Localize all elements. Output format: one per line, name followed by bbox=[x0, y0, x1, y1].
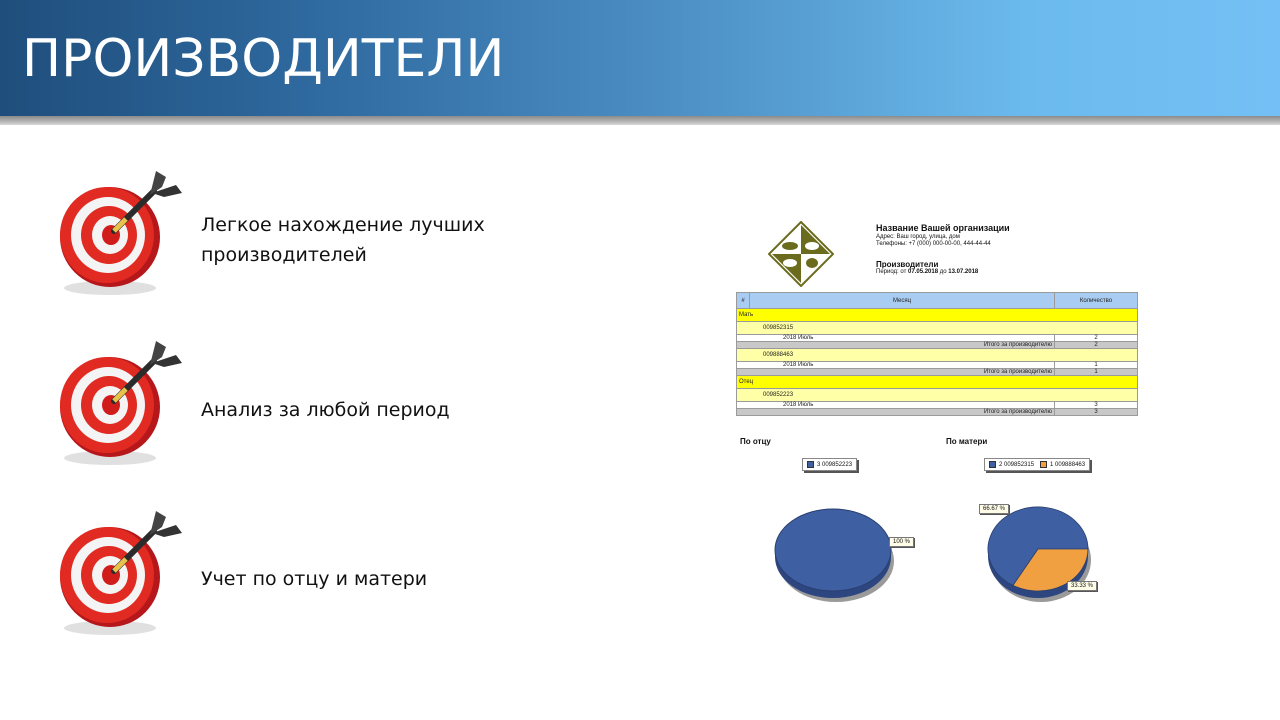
total-count: 1 bbox=[1055, 369, 1138, 376]
total-label: Итого за производителю bbox=[737, 369, 1055, 376]
total-label: Итого за производителю bbox=[737, 342, 1055, 349]
slide-title: ПРОИЗВОДИТЕЛИ bbox=[22, 29, 505, 89]
report-name: Производители bbox=[876, 260, 939, 269]
period-from: 07.05.2018 bbox=[908, 269, 939, 275]
bullet-text-any-period: Анализ за любой период bbox=[201, 399, 450, 421]
bullet-text-by-parent: Учет по отцу и матери bbox=[201, 568, 428, 590]
total-count: 3 bbox=[1055, 409, 1138, 416]
dartboard-target-icon bbox=[52, 165, 187, 300]
row-count: 2 bbox=[1055, 335, 1138, 342]
legend-entry: 2 009852315 bbox=[999, 461, 1035, 468]
group-label: Отец bbox=[737, 376, 1138, 389]
bullet-text-best-producers bbox=[201, 210, 485, 270]
period-mid: до bbox=[939, 269, 947, 275]
chart-title-mother: По матери bbox=[946, 437, 988, 446]
bullet-line: Легкое нахождение лучших bbox=[201, 214, 485, 236]
col-header-num: # bbox=[737, 293, 750, 309]
legend-entry: 3 009852223 bbox=[817, 461, 853, 468]
row-month: 2018 Июль bbox=[737, 402, 1055, 409]
pie-label-father: 100 % bbox=[889, 537, 914, 547]
col-header-count: Количество bbox=[1055, 293, 1138, 309]
total-label: Итого за производителю bbox=[737, 409, 1055, 416]
group-label: Мать bbox=[737, 309, 1138, 322]
report-preview bbox=[735, 215, 1139, 605]
report-address: Адрес: Ваш город, улица, дом bbox=[876, 234, 960, 240]
pie-slice bbox=[775, 509, 891, 591]
banner-divider bbox=[0, 116, 1280, 125]
subgroup-id: 009852315 bbox=[737, 322, 1138, 335]
pie-charts bbox=[735, 215, 1139, 605]
subgroup-id: 009888463 bbox=[737, 349, 1138, 362]
pie-father bbox=[775, 509, 894, 602]
period-to: 13.07.2018 bbox=[948, 269, 979, 275]
pie-label-mother-1: 66.67 % bbox=[979, 504, 1009, 514]
col-header-month: Месяц bbox=[750, 293, 1055, 309]
subgroup-id: 009852223 bbox=[737, 389, 1138, 402]
report-org-name: Название Вашей организации bbox=[876, 223, 1010, 233]
row-month: 2018 Июль bbox=[737, 335, 1055, 342]
row-count: 3 bbox=[1055, 402, 1138, 409]
bullet-line: производителей bbox=[201, 244, 367, 266]
dartboard-target-icon bbox=[52, 505, 187, 640]
row-month: 2018 Июль bbox=[737, 362, 1055, 369]
row-count: 1 bbox=[1055, 362, 1138, 369]
chart-title-father: По отцу bbox=[740, 437, 771, 446]
dartboard-target-icon bbox=[52, 335, 187, 470]
legend-entry: 1 009888463 bbox=[1050, 461, 1086, 468]
total-count: 2 bbox=[1055, 342, 1138, 349]
pie-label-mother-2: 33.33 % bbox=[1067, 581, 1097, 591]
report-phone: Телефоны: +7 (000) 000-00-00, 444-44-44 bbox=[876, 241, 991, 247]
period-prefix: Период: от bbox=[876, 269, 907, 275]
